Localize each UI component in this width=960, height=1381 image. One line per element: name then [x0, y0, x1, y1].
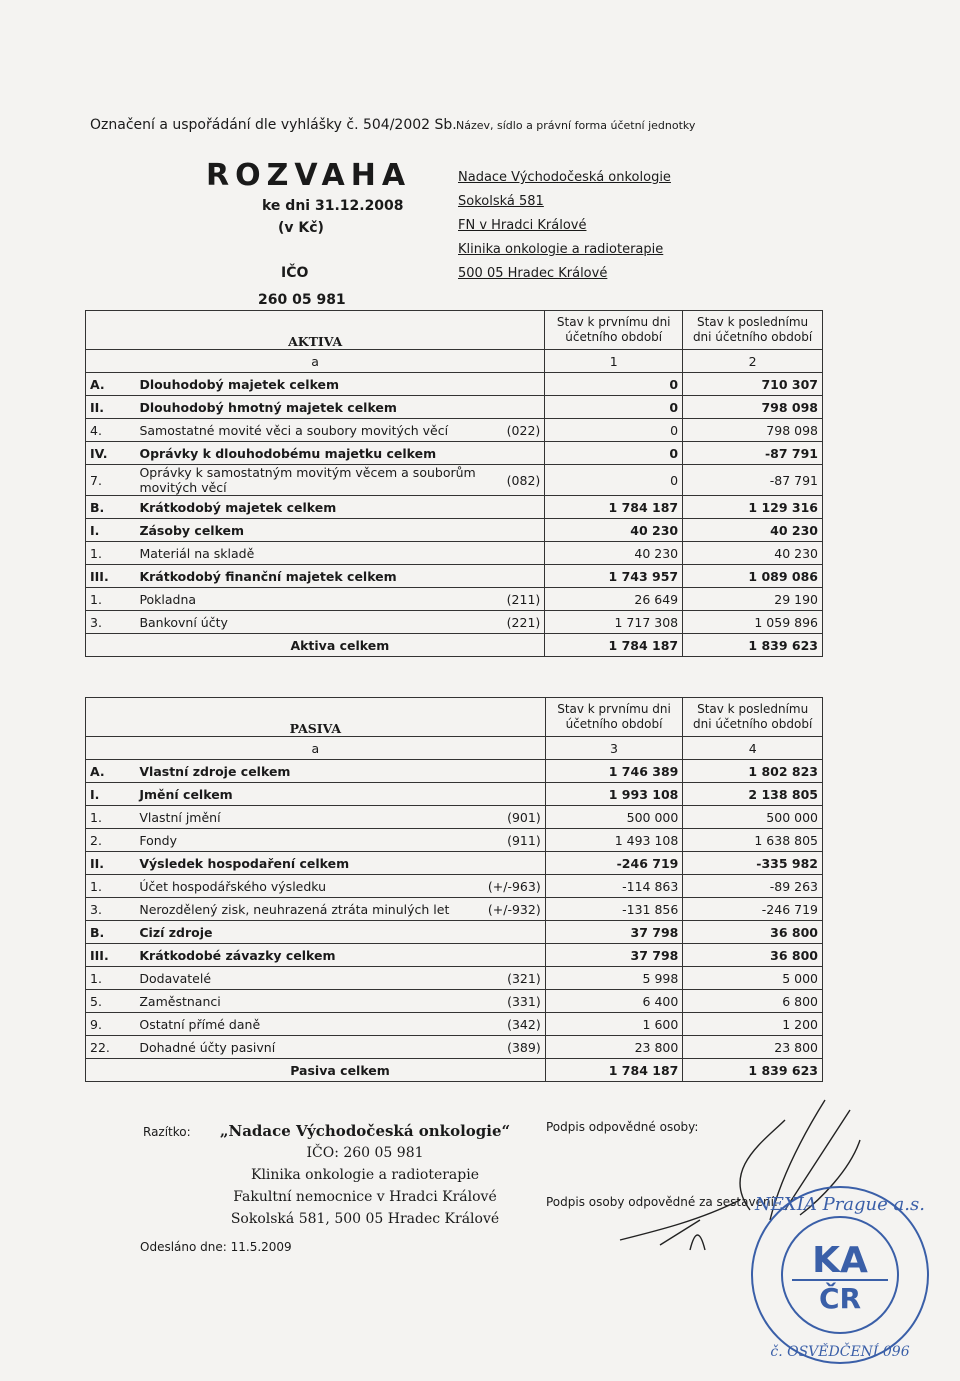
pasiva-total-label: Pasiva celkem — [135, 1059, 545, 1082]
pasiva-row-id: 5. — [86, 990, 136, 1013]
aktiva-row-id: A. — [86, 373, 136, 396]
aktiva-row — [86, 465, 823, 496]
aktiva-row-value-2: 1 059 896 — [683, 611, 823, 634]
org-name: Nadace Východočeská onkologie — [458, 170, 671, 185]
aktiva-row — [86, 542, 823, 565]
pasiva-row-value-1: 1 600 — [545, 1013, 683, 1036]
aktiva-row — [86, 373, 823, 396]
pasiva-row-value-2: 1 802 823 — [683, 760, 823, 783]
aktiva-row-value-1: 0 — [545, 373, 683, 396]
aktiva-row-code — [500, 542, 545, 565]
aktiva-total-v2: 1 839 623 — [683, 634, 823, 657]
pasiva-row-label: Ostatní přímé daně — [135, 1013, 484, 1036]
aktiva-col-head-1: Stav k prvnímu dni účetního období — [545, 311, 683, 350]
aktiva-sub-2: 2 — [683, 350, 823, 373]
aktiva-row-label: Bankovní účty — [135, 611, 499, 634]
ico-label: IČO — [281, 265, 309, 281]
pasiva-row-value-1: 6 400 — [545, 990, 683, 1013]
aktiva-row-id: II. — [86, 396, 136, 419]
aktiva-row-value-2: 40 230 — [683, 519, 823, 542]
auditor-seal — [740, 1180, 940, 1370]
pasiva-row-value-2: -246 719 — [683, 898, 823, 921]
aktiva-sub-a: a — [86, 350, 545, 373]
aktiva-row-label: Dlouhodobý majetek celkem — [135, 373, 499, 396]
pasiva-row-id: 22. — [86, 1036, 136, 1059]
pasiva-row-code — [484, 760, 545, 783]
aktiva-row-value-1: 0 — [545, 442, 683, 465]
aktiva-row-value-2: 798 098 — [683, 419, 823, 442]
pasiva-row-code: (321) — [484, 967, 545, 990]
aktiva-row-id: 3. — [86, 611, 136, 634]
pasiva-row-id: I. — [86, 783, 136, 806]
pasiva-row-label: Dodavatelé — [135, 967, 484, 990]
pasiva-row-code: (+/-932) — [484, 898, 545, 921]
aktiva-row-label: Samostatné movité věci a soubory movitých věcí — [135, 419, 499, 442]
pasiva-row — [86, 783, 823, 806]
aktiva-row-code: (221) — [500, 611, 545, 634]
seal-ka: KA — [812, 1240, 868, 1281]
aktiva-row — [86, 396, 823, 419]
pasiva-row-value-2: 2 138 805 — [683, 783, 823, 806]
signature-representative-label: Podpis osoby odpovědné za sestavení: — [546, 1195, 778, 1209]
aktiva-total-label: Aktiva celkem — [135, 634, 544, 657]
aktiva-row-label: Krátkodobý majetek celkem — [135, 496, 499, 519]
aktiva-row-code — [500, 565, 545, 588]
aktiva-col-head-2: Stav k poslednímu dni účetního období — [683, 311, 823, 350]
aktiva-row — [86, 496, 823, 519]
pasiva-header-row — [86, 698, 823, 737]
aktiva-header-row — [86, 311, 823, 350]
pasiva-row-label: Účet hospodářského výsledku — [135, 875, 484, 898]
aktiva-row — [86, 565, 823, 588]
aktiva-row — [86, 611, 823, 634]
aktiva-row-code: (211) — [500, 588, 545, 611]
aktiva-row-value-2: 798 098 — [683, 396, 823, 419]
pasiva-col-head-1: Stav k prvnímu dni účetního období — [545, 698, 683, 737]
pasiva-total-row — [86, 1059, 823, 1082]
aktiva-row-code: (022) — [500, 419, 545, 442]
currency-unit: (v Kč) — [278, 220, 324, 236]
aktiva-row-id: 4. — [86, 419, 136, 442]
aktiva-row-value-1: 1 784 187 — [545, 496, 683, 519]
aktiva-row-id: IV. — [86, 442, 136, 465]
pasiva-row — [86, 944, 823, 967]
pasiva-row-value-2: 5 000 — [683, 967, 823, 990]
aktiva-total-row — [86, 634, 823, 657]
pasiva-row — [86, 829, 823, 852]
aktiva-row-value-2: 1 089 086 — [683, 565, 823, 588]
pasiva-row — [86, 921, 823, 944]
aktiva-row-id: I. — [86, 519, 136, 542]
pasiva-subheader-row — [86, 737, 823, 760]
pasiva-row-value-2: -89 263 — [683, 875, 823, 898]
pasiva-row-id: 3. — [86, 898, 136, 921]
pasiva-row-id: 1. — [86, 806, 136, 829]
aktiva-row-value-1: 1 717 308 — [545, 611, 683, 634]
pasiva-row-value-1: 37 798 — [545, 921, 683, 944]
pasiva-row-code — [484, 944, 545, 967]
pasiva-row-code: (331) — [484, 990, 545, 1013]
pasiva-row — [86, 852, 823, 875]
pasiva-row-value-1: 1 993 108 — [545, 783, 683, 806]
aktiva-total-v1: 1 784 187 — [545, 634, 683, 657]
aktiva-table — [85, 310, 823, 657]
aktiva-row-value-1: 26 649 — [545, 588, 683, 611]
aktiva-row-id: 1. — [86, 542, 136, 565]
pasiva-row — [86, 967, 823, 990]
aktiva-row-code — [500, 396, 545, 419]
pasiva-row-value-1: 1 493 108 — [545, 829, 683, 852]
stamp-line-clinic: Klinika onkologie a radioterapie — [250, 1167, 479, 1183]
pasiva-row-label: Vlastní jmění — [135, 806, 484, 829]
aktiva-row-value-2: -87 791 — [683, 442, 823, 465]
pasiva-row-label: Výsledek hospodaření celkem — [135, 852, 484, 875]
aktiva-row-label: Oprávky k samostatným movitým věcem a souborům movitých věcí — [135, 465, 499, 496]
org-clinic: Klinika onkologie a radioterapie — [458, 242, 664, 257]
stamp-line-name: „Nadace Východočeská onkologie“ — [219, 1122, 511, 1140]
stamp-line-hospital: Fakultní nemocnice v Hradci Králové — [233, 1189, 497, 1205]
aktiva-row-value-1: 1 743 957 — [545, 565, 683, 588]
aktiva-row-value-2: 710 307 — [683, 373, 823, 396]
pasiva-row-value-2: 1 200 — [683, 1013, 823, 1036]
organization-stamp — [205, 1120, 525, 1230]
pasiva-row-value-2: 6 800 — [683, 990, 823, 1013]
aktiva-row-value-1: 40 230 — [545, 519, 683, 542]
aktiva-row-value-1: 0 — [545, 465, 683, 496]
pasiva-row-value-2: 1 638 805 — [683, 829, 823, 852]
pasiva-row — [86, 898, 823, 921]
pasiva-row-value-2: 23 800 — [683, 1036, 823, 1059]
seal-cr: ČR — [818, 1282, 862, 1315]
pasiva-row-value-1: 5 998 — [545, 967, 683, 990]
pasiva-total-v2: 1 839 623 — [683, 1059, 823, 1082]
aktiva-title: AKTIVA — [86, 311, 545, 350]
pasiva-row-code — [484, 852, 545, 875]
aktiva-row-value-2: 1 129 316 — [683, 496, 823, 519]
aktiva-sub-1: 1 — [545, 350, 683, 373]
seal-firm-name: NEXIA Prague a.s. — [755, 1194, 925, 1215]
pasiva-sub-4: 4 — [683, 737, 823, 760]
ico-value: 260 05 981 — [258, 292, 346, 308]
org-city: 500 05 Hradec Králové — [458, 266, 608, 281]
aktiva-row-value-2: -87 791 — [683, 465, 823, 496]
aktiva-row-label: Pokladna — [135, 588, 499, 611]
org-hospital: FN v Hradci Králové — [458, 218, 587, 233]
pasiva-row-value-1: -114 863 — [545, 875, 683, 898]
aktiva-row-code — [500, 496, 545, 519]
pasiva-row — [86, 875, 823, 898]
pasiva-row-id: 9. — [86, 1013, 136, 1036]
pasiva-row-code: (342) — [484, 1013, 545, 1036]
pasiva-row — [86, 806, 823, 829]
pasiva-row-value-1: 500 000 — [545, 806, 683, 829]
aktiva-row-id: 1. — [86, 588, 136, 611]
aktiva-row — [86, 442, 823, 465]
aktiva-row-label: Zásoby celkem — [135, 519, 499, 542]
pasiva-row-value-2: 36 800 — [683, 944, 823, 967]
pasiva-row-id: II. — [86, 852, 136, 875]
aktiva-row-value-1: 40 230 — [545, 542, 683, 565]
seal-certificate: č. OSVĚDČENÍ 096 — [770, 1344, 910, 1360]
aktiva-row-id: B. — [86, 496, 136, 519]
aktiva-row-id: 7. — [86, 465, 136, 496]
pasiva-row-code: (+/-963) — [484, 875, 545, 898]
pasiva-row-label: Dohadné účty pasivní — [135, 1036, 484, 1059]
pasiva-row-value-2: 36 800 — [683, 921, 823, 944]
pasiva-row-value-2: 500 000 — [683, 806, 823, 829]
pasiva-row-id: 1. — [86, 875, 136, 898]
aktiva-subheader-row — [86, 350, 823, 373]
aktiva-row-id: III. — [86, 565, 136, 588]
aktiva-row-code — [500, 519, 545, 542]
pasiva-row — [86, 1013, 823, 1036]
pasiva-title: PASIVA — [86, 698, 546, 737]
pasiva-row — [86, 990, 823, 1013]
pasiva-row-label: Vlastní zdroje celkem — [135, 760, 484, 783]
aktiva-row-code — [500, 442, 545, 465]
aktiva-row-label: Materiál na skladě — [135, 542, 499, 565]
aktiva-row — [86, 519, 823, 542]
signature-responsible-label: Podpis odpovědné osoby: — [546, 1120, 699, 1134]
aktiva-row-value-1: 0 — [545, 396, 683, 419]
aktiva-row-label: Oprávky k dlouhodobému majetku celkem — [135, 442, 499, 465]
pasiva-row-code: (911) — [484, 829, 545, 852]
pasiva-row-value-2: -335 982 — [683, 852, 823, 875]
pasiva-table — [85, 697, 823, 1082]
pasiva-row-label: Jmění celkem — [135, 783, 484, 806]
stamp-label: Razítko: — [143, 1125, 191, 1139]
pasiva-row-code — [484, 921, 545, 944]
decree-reference: Označení a uspořádání dle vyhlášky č. 504/2002 Sb. — [90, 117, 457, 133]
aktiva-row-label: Dlouhodobý hmotný majetek celkem — [135, 396, 499, 419]
pasiva-row-id: 1. — [86, 967, 136, 990]
aktiva-row-code — [500, 373, 545, 396]
pasiva-row-code — [484, 783, 545, 806]
sent-date: Odesláno dne: 11.5.2009 — [140, 1240, 292, 1254]
pasiva-col-head-2: Stav k poslednímu dni účetního období — [683, 698, 823, 737]
pasiva-row-id: B. — [86, 921, 136, 944]
pasiva-row-label: Krátkodobé závazky celkem — [135, 944, 484, 967]
pasiva-total-v1: 1 784 187 — [545, 1059, 683, 1082]
pasiva-row-value-1: -131 856 — [545, 898, 683, 921]
pasiva-row-value-1: 23 800 — [545, 1036, 683, 1059]
pasiva-row-value-1: -246 719 — [545, 852, 683, 875]
pasiva-sub-3: 3 — [545, 737, 683, 760]
aktiva-row — [86, 588, 823, 611]
org-street: Sokolská 581 — [458, 194, 544, 209]
entity-header-label: Název, sídlo a právní forma účetní jednotky — [456, 119, 696, 132]
pasiva-row-code: (389) — [484, 1036, 545, 1059]
aktiva-row-code: (082) — [500, 465, 545, 496]
pasiva-row-label: Fondy — [135, 829, 484, 852]
pasiva-row-value-1: 37 798 — [545, 944, 683, 967]
pasiva-row — [86, 760, 823, 783]
pasiva-row-label: Cizí zdroje — [135, 921, 484, 944]
balance-date: ke dni 31.12.2008 — [262, 198, 404, 214]
pasiva-row-id: A. — [86, 760, 136, 783]
pasiva-row — [86, 1036, 823, 1059]
stamp-line-address: Sokolská 581, 500 05 Hradec Králové — [230, 1211, 500, 1227]
aktiva-row-value-2: 40 230 — [683, 542, 823, 565]
pasiva-row-label: Nerozdělený zisk, neuhrazená ztráta minulých let — [135, 898, 484, 921]
pasiva-row-value-1: 1 746 389 — [545, 760, 683, 783]
aktiva-row — [86, 419, 823, 442]
pasiva-row-id: 2. — [86, 829, 136, 852]
aktiva-row-label: Krátkodobý finanční majetek celkem — [135, 565, 499, 588]
document-title: ROZVAHA — [206, 158, 412, 193]
aktiva-row-value-2: 29 190 — [683, 588, 823, 611]
pasiva-row-label: Zaměstnanci — [135, 990, 484, 1013]
pasiva-row-id: III. — [86, 944, 136, 967]
stamp-line-ico: IČO: 260 05 981 — [306, 1145, 424, 1161]
pasiva-sub-a: a — [86, 737, 546, 760]
aktiva-row-value-1: 0 — [545, 419, 683, 442]
pasiva-row-code: (901) — [484, 806, 545, 829]
